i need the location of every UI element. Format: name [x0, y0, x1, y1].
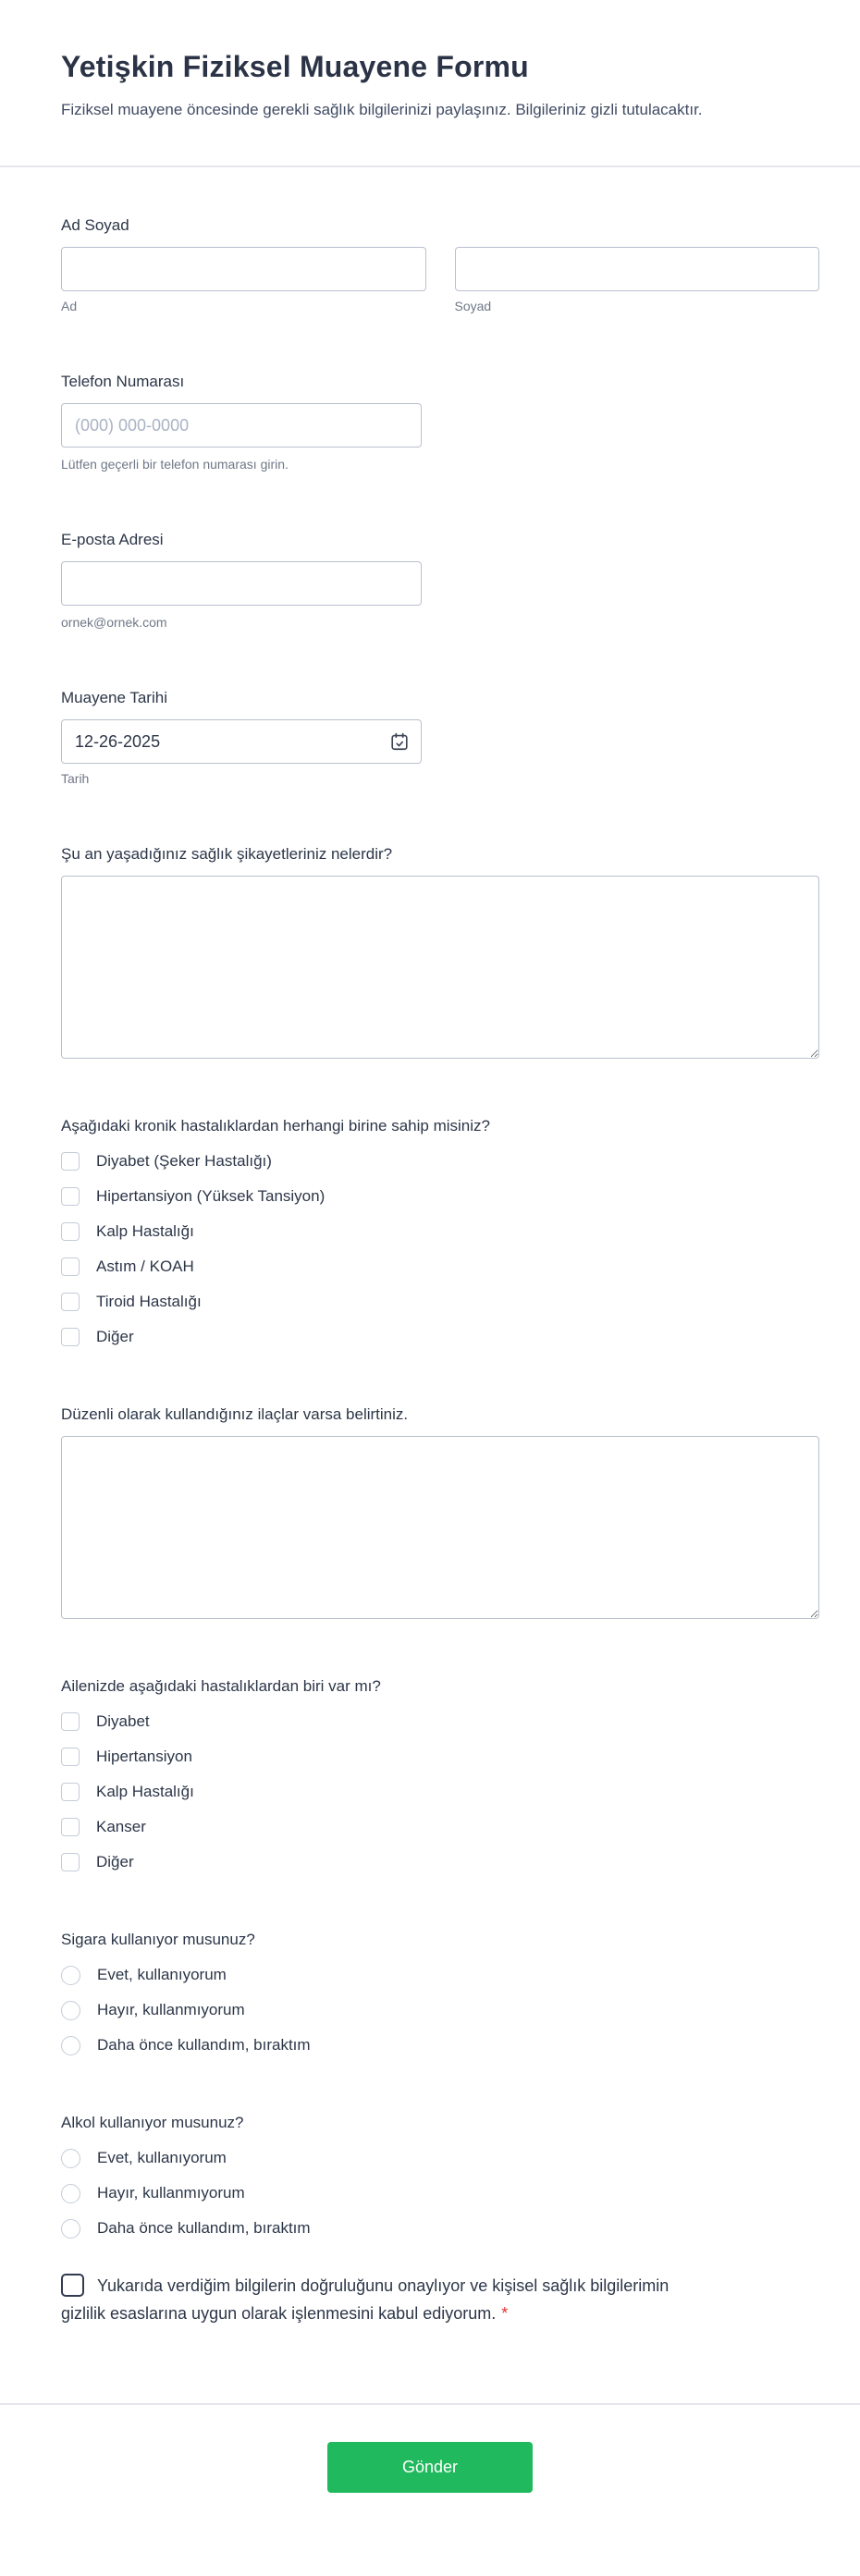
radio-option-alcohol-yes[interactable] [61, 2148, 819, 2168]
consent-row[interactable] [61, 2272, 714, 2327]
radio-label[interactable]: Evet, kullanıyorum [97, 2149, 227, 2166]
field-alcohol [61, 2113, 819, 2239]
radio-option-alcohol-quit[interactable] [61, 2218, 819, 2239]
radio-button[interactable] [61, 2036, 80, 2055]
checkbox-option-heart-disease[interactable] [61, 1221, 819, 1242]
form-body [0, 167, 860, 2403]
checkbox-label[interactable]: Astım / KOAH [96, 1257, 194, 1275]
checkbox-label[interactable]: Diyabet [96, 1712, 150, 1730]
checkbox-option-asthma-copd[interactable] [61, 1257, 819, 1277]
checkbox-label[interactable]: Hipertansiyon (Yüksek Tansiyon) [96, 1187, 326, 1205]
radio-option-smoking-no[interactable] [61, 2000, 819, 2020]
last-name-input[interactable] [455, 247, 820, 291]
checkbox-label[interactable]: Kalp Hastalığı [96, 1222, 194, 1240]
checkbox-label[interactable]: Diyabet (Şeker Hastalığı) [96, 1152, 272, 1170]
checkbox-option-hypertension[interactable] [61, 1186, 819, 1207]
submit-button[interactable]: Gönder [327, 2442, 533, 2493]
checkbox-label[interactable]: Tiroid Hastalığı [96, 1293, 202, 1310]
checkbox[interactable] [61, 1187, 80, 1206]
calendar-check-icon[interactable] [389, 731, 410, 752]
field-exam-date [61, 688, 819, 787]
checkbox[interactable] [61, 1152, 80, 1171]
field-phone [61, 372, 819, 472]
field-fullname [61, 215, 819, 314]
field-chronic-diseases [61, 1116, 819, 1347]
checkbox[interactable] [61, 1712, 80, 1731]
phone-helper: Lütfen geçerli bir telefon numarası girin. [61, 457, 289, 472]
email-input[interactable] [61, 561, 422, 606]
radio-label[interactable]: Daha önce kullandım, bıraktım [97, 2219, 311, 2237]
checkbox-label[interactable]: Hipertansiyon [96, 1748, 192, 1765]
checkbox[interactable] [61, 1293, 80, 1311]
checkbox[interactable] [61, 1257, 80, 1276]
radio-option-alcohol-no[interactable] [61, 2183, 819, 2203]
checkbox-option-other[interactable] [61, 1327, 819, 1347]
form-header [0, 0, 860, 125]
checkbox-label[interactable]: Diğer [96, 1328, 134, 1345]
page-title: Yetişkin Fiziksel Muayene Formu [61, 50, 529, 83]
complaints-textarea[interactable] [61, 876, 819, 1059]
radio-button[interactable] [61, 2001, 80, 2020]
radio-button[interactable] [61, 1966, 80, 1985]
fullname-label: Ad Soyad [61, 216, 129, 234]
field-email [61, 530, 819, 631]
first-name-sublabel: Ad [61, 299, 78, 313]
email-helper: ornek@ornek.com [61, 615, 167, 630]
checkbox-option-family-heart-disease[interactable] [61, 1782, 819, 1802]
checkbox[interactable] [61, 1748, 80, 1766]
phone-input[interactable] [61, 403, 422, 448]
checkbox-label[interactable]: Kanser [96, 1818, 146, 1835]
consent-checkbox[interactable] [61, 2274, 84, 2297]
medications-textarea[interactable] [61, 1436, 819, 1619]
checkbox-option-diabetes[interactable] [61, 1151, 819, 1171]
radio-button[interactable] [61, 2184, 80, 2203]
phone-label: Telefon Numarası [61, 373, 185, 390]
radio-label[interactable]: Hayır, kullanmıyorum [97, 2184, 245, 2202]
exam-date-label: Muayene Tarihi [61, 689, 167, 706]
radio-label[interactable]: Hayır, kullanmıyorum [97, 2001, 245, 2018]
radio-option-smoking-quit[interactable] [61, 2035, 819, 2055]
email-label: E-posta Adresi [61, 531, 164, 548]
checkbox-option-family-cancer[interactable] [61, 1817, 819, 1837]
consent-text: Yukarıda verdiğim bilgilerin doğruluğunu onaylıyor ve kişisel sağlık bilgilerimin gizlilik esaslarına uygun olarak işlenmesini kabul ediyorum. [61, 2276, 670, 2323]
field-medications [61, 1405, 819, 1619]
smoking-label: Sigara kullanıyor musunuz? [61, 1931, 255, 1948]
radio-button[interactable] [61, 2149, 80, 2168]
checkbox-label[interactable]: Kalp Hastalığı [96, 1783, 194, 1800]
field-smoking [61, 1930, 819, 2055]
checkbox-option-family-other[interactable] [61, 1852, 819, 1872]
alcohol-label: Alkol kullanıyor musunuz? [61, 2114, 244, 2131]
checkbox[interactable] [61, 1783, 80, 1801]
last-name-sublabel: Soyad [454, 299, 492, 313]
form-footer [0, 2405, 860, 2540]
chronic-label: Aşağıdaki kronik hastalıklardan herhangi birine sahip misiniz? [61, 1117, 490, 1135]
checkbox-label[interactable]: Diğer [96, 1853, 134, 1871]
radio-option-smoking-yes[interactable] [61, 1965, 819, 1985]
checkbox-option-family-hypertension[interactable] [61, 1747, 819, 1767]
required-asterisk: * [501, 2304, 509, 2323]
complaints-label: Şu an yaşadığınız sağlık şikayetleriniz nelerdir? [61, 845, 393, 863]
checkbox[interactable] [61, 1853, 80, 1871]
page-subtitle: Fiziksel muayene öncesinde gerekli sağlık bilgilerinizi paylaşınız. Bilgileriniz gizli tutulacaktır. [61, 101, 703, 118]
checkbox[interactable] [61, 1328, 80, 1346]
family-history-label: Ailenizde aşağıdaki hastalıklardan biri var mı? [61, 1677, 381, 1695]
exam-date-sublabel: Tarih [61, 771, 90, 786]
checkbox-option-family-diabetes[interactable] [61, 1711, 819, 1732]
radio-label[interactable]: Evet, kullanıyorum [97, 1966, 227, 1983]
radio-button[interactable] [61, 2219, 80, 2239]
field-complaints [61, 844, 819, 1059]
first-name-input[interactable] [61, 247, 426, 291]
checkbox[interactable] [61, 1818, 80, 1836]
medications-label: Düzenli olarak kullandığınız ilaçlar varsa belirtiniz. [61, 1405, 409, 1423]
exam-date-input[interactable] [61, 719, 422, 764]
checkbox-option-thyroid[interactable] [61, 1292, 819, 1312]
field-family-history [61, 1676, 819, 1872]
checkbox[interactable] [61, 1222, 80, 1241]
radio-label[interactable]: Daha önce kullandım, bıraktım [97, 2036, 311, 2054]
